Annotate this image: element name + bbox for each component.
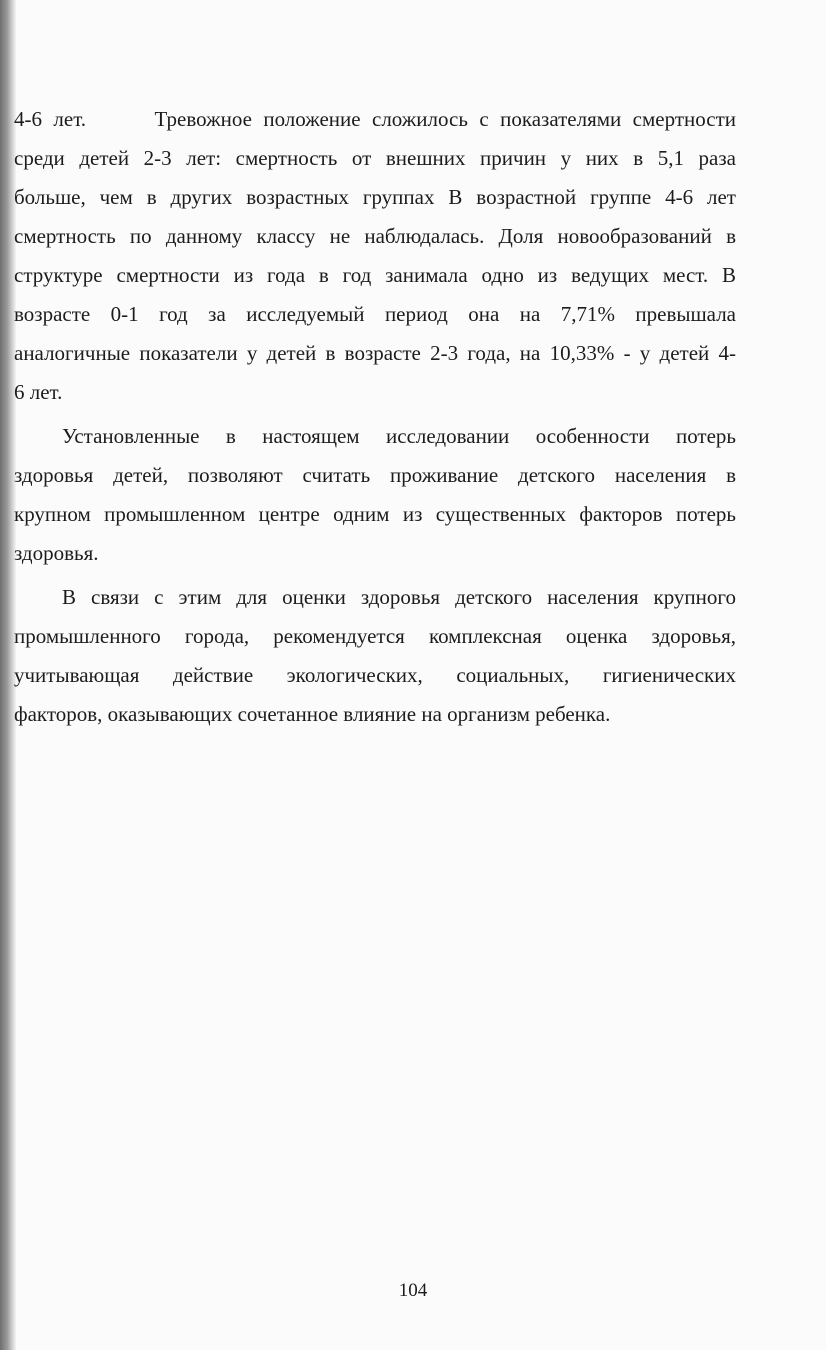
text-line: здоровья. — [14, 541, 99, 565]
text-line: В связи с этим для оценки здоровья детского населения крупного — [62, 585, 736, 609]
text-line: крупном промышленном центре одним из существенных факторов потерь — [14, 502, 736, 526]
text-line: факторов, оказывающих сочетанное влияние на организм ребенка. — [14, 702, 611, 726]
text-line: 4-6 лет. Тревожное положение сложилось с показателями смертности — [14, 107, 736, 131]
text-line: возрасте 0-1 год за исследуемый период она на 7,71% превышала — [14, 302, 736, 326]
text-line: учитывающая действие экологических, социальных, гигиенических — [14, 663, 736, 687]
text-line: структуре смертности из года в год занимала одно из ведущих мест. В — [14, 263, 736, 287]
paragraph — [14, 417, 736, 573]
text-line: 6 лет. — [14, 380, 63, 404]
text-line: здоровья детей, позволяют считать проживание детского населения в — [14, 463, 736, 487]
text-line: среди детей 2-3 лет: смертность от внешних причин у них в 5,1 раза — [14, 146, 736, 170]
text-line: аналогичные показатели у детей в возрасте 2-3 года, на 10,33% - у детей 4- — [14, 341, 736, 365]
paragraph — [14, 100, 736, 412]
text-line: больше, чем в других возрастных группах В возрастной группе 4-6 лет — [14, 185, 736, 209]
text-line: смертность по данному классу не наблюдалась. Доля новообразований в — [14, 224, 736, 248]
text-line: промышленного города, рекомендуется комплексная оценка здоровья, — [14, 624, 736, 648]
text-line: Установленные в настоящем исследовании особенности потерь — [62, 424, 736, 448]
page-number: 104 — [398, 1280, 428, 1301]
paragraph — [14, 578, 736, 734]
document-body — [14, 100, 736, 734]
